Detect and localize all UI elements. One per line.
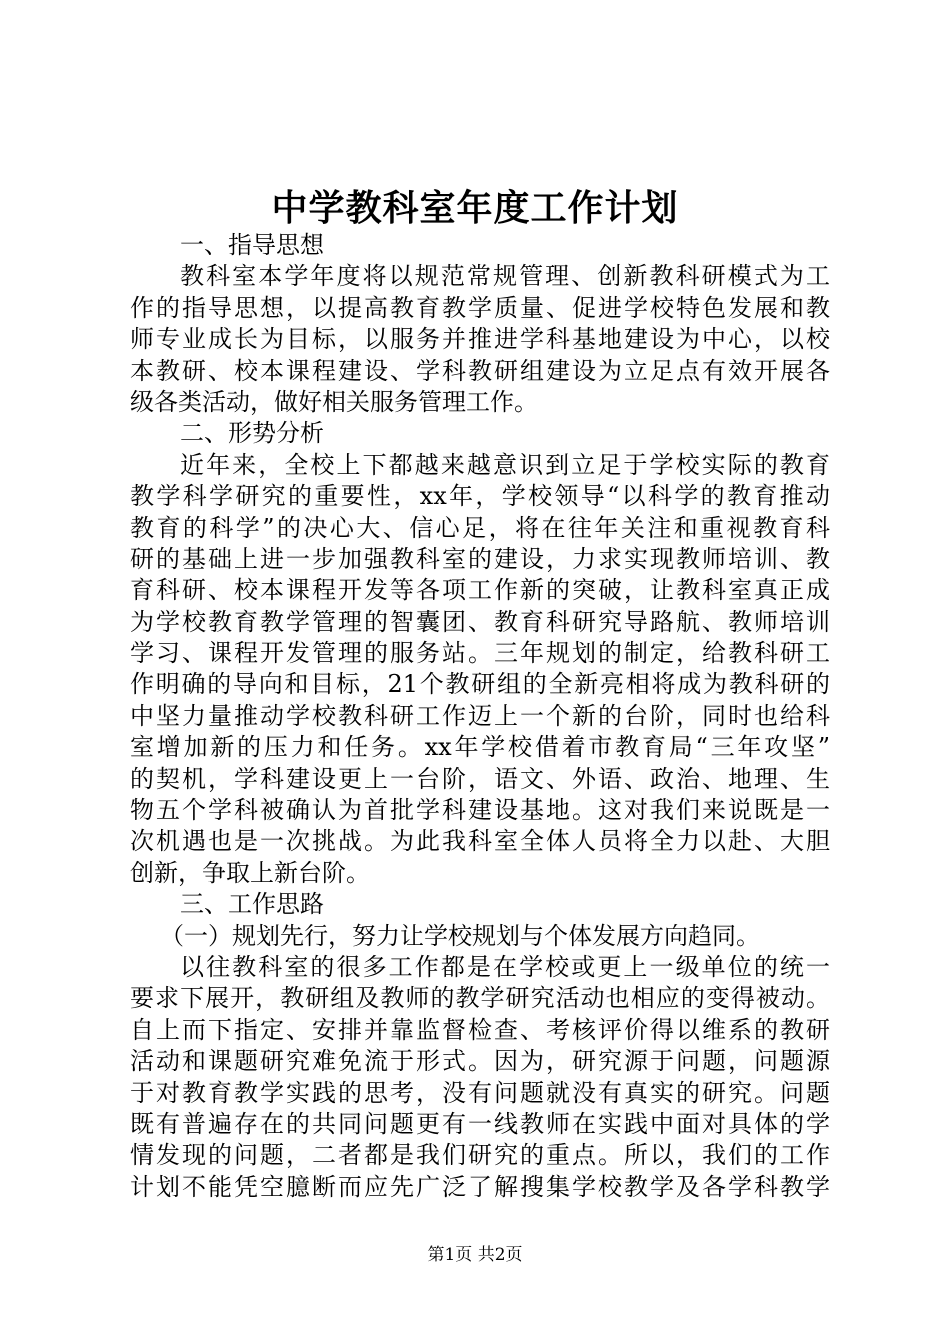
page-footer: 第1页 共2页 (427, 1245, 523, 1265)
text-line: 要求下展开，教研组及教师的教学研究活动也相应的变得被动。 (130, 984, 830, 1013)
document-body (130, 230, 830, 1203)
text-line: 作的指导思想，以提高教育教学质量、促进学校特色发展和教 (130, 293, 830, 322)
subsection-heading: （一）规划先行，努力让学校规划与个体发展方向趋同。 (160, 921, 760, 950)
section-heading: 三、工作思路 (180, 890, 324, 919)
text-line: 自上而下指定、安排并靠监督检查、考核评价得以维系的教研 (130, 1015, 830, 1044)
text-line: 教学科学研究的重要性，xx年，学校领导“以科学的教育推动 (130, 482, 830, 511)
text-line: 室增加新的压力和任务。xx年学校借着市教育局“三年攻坚” (130, 733, 830, 762)
text-line: 既有普遍存在的共同问题更有一线教师在实践中面对具体的学 (130, 1109, 830, 1138)
text-line: 的契机，学科建设更上一台阶，语文、外语、政治、地理、生 (130, 764, 830, 793)
text-line: 计划不能凭空臆断而应先广泛了解搜集学校教学及各学科教学 (130, 1172, 830, 1201)
text-line: 育科研、校本课程开发等各项工作新的突破，让教科室真正成 (130, 576, 830, 605)
text-line: 创新，争取上新台阶。 (130, 858, 370, 887)
text-line: 本教研、校本课程建设、学科教研组建设为立足点有效开展各 (130, 356, 830, 385)
text-line: 师专业成长为目标，以服务并推进学科基地建设为中心，以校 (130, 325, 830, 354)
text-line: 研的基础上进一步加强教科室的建设，力求实现教师培训、教 (130, 544, 830, 573)
section-heading: 二、形势分析 (180, 419, 324, 448)
text-line: 教育的科学”的决心大、信心足，将在往年关注和重视教育科 (130, 513, 830, 542)
text-line: 于对教育教学实践的思考，没有问题就没有真实的研究。问题 (130, 1078, 830, 1107)
text-line: 中坚力量推动学校教科研工作迈上一个新的台阶，同时也给科 (130, 701, 830, 730)
text-line: 学习、课程开发管理的服务站。三年规划的制定，给教科研工 (130, 639, 830, 668)
text-line: 教科室本学年度将以规范常规管理、创新教科研模式为工 (180, 262, 830, 291)
text-line: 作明确的导向和目标，21个教研组的全新亮相将成为教科研的 (130, 670, 830, 699)
text-line: 活动和课题研究难免流于形式。因为，研究源于问题，问题源 (130, 1047, 830, 1076)
text-line: 物五个学科被确认为首批学科建设基地。这对我们来说既是一 (130, 796, 830, 825)
text-line: 以往教科室的很多工作都是在学校或更上一级单位的统一 (180, 952, 830, 981)
text-line: 次机遇也是一次挑战。为此我科室全体人员将全力以赴、大胆 (130, 827, 830, 856)
text-line: 情发现的问题，二者都是我们研究的重点。所以，我们的工作 (130, 1141, 830, 1170)
text-line: 为学校教育教学管理的智囊团、教育科研究导路航、教师培训 (130, 607, 830, 636)
document-title: 中学教科室年度工作计划 (271, 187, 679, 229)
section-heading: 一、指导思想 (180, 231, 324, 259)
text-line: 近年来，全校上下都越来越意识到立足于学校实际的教育 (180, 450, 830, 479)
text-line: 级各类活动，做好相关服务管理工作。 (130, 387, 538, 416)
